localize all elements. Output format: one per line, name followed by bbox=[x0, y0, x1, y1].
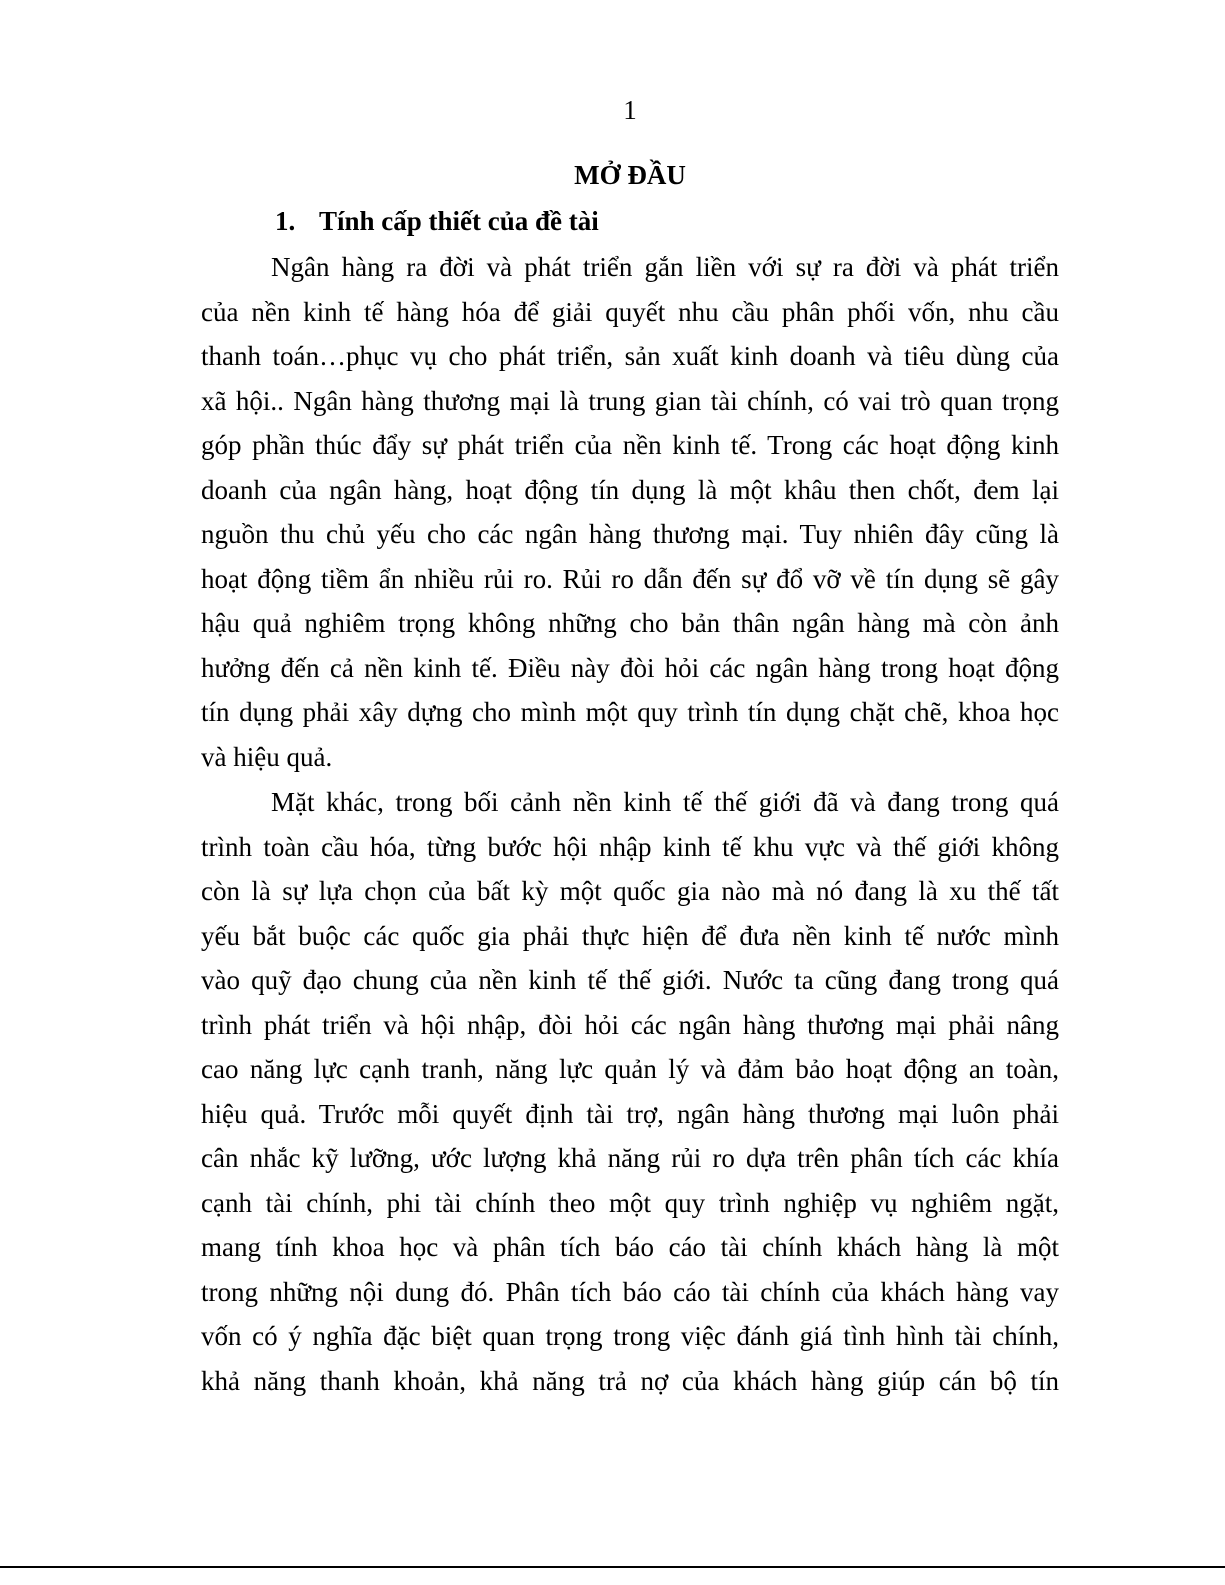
text-line: còn là sự lựa chọn của bất kỳ một quốc gia nào mà nó đang là xu thế tất bbox=[201, 876, 1059, 906]
text-line: hưởng đến cả nền kinh tế. Điều này đòi hỏi các ngân hàng trong hoạt động bbox=[201, 652, 1059, 683]
page-bottom-rule bbox=[0, 1566, 1225, 1568]
paragraph bbox=[201, 245, 1059, 779]
page-number: 1 bbox=[623, 95, 637, 125]
text-line: và hiệu quả. bbox=[201, 741, 333, 772]
text-line: cạnh tài chính, phi tài chính theo một quy trình nghiệp vụ nghiêm ngặt, bbox=[201, 1187, 1059, 1218]
text-line: nguồn thu chủ yếu cho các ngân hàng thương mại. Tuy nhiên đây cũng là bbox=[201, 519, 1059, 549]
text-line: vốn có ý nghĩa đặc biệt quan trọng trong việc đánh giá tình hình tài chính, bbox=[201, 1321, 1059, 1351]
text-line: khả năng thanh khoản, khả năng trả nợ của khách hàng giúp cán bộ tín bbox=[201, 1365, 1059, 1396]
text-line: doanh của ngân hàng, hoạt động tín dụng là một khâu then chốt, đem lại bbox=[201, 474, 1059, 505]
text-line: trình toàn cầu hóa, từng bước hội nhập kinh tế khu vực và thế giới không bbox=[201, 831, 1059, 862]
section-title: Tính cấp thiết của đề tài bbox=[319, 206, 599, 236]
text-line: hậu quả nghiêm trọng không những cho bản thân ngân hàng mà còn ảnh bbox=[201, 608, 1059, 638]
text-line: góp phần thúc đẩy sự phát triển của nền kinh tế. Trong các hoạt động kinh bbox=[201, 430, 1059, 460]
text-line: tín dụng phải xây dựng cho mình một quy trình tín dụng chặt chẽ, khoa học bbox=[201, 697, 1059, 727]
text-line: trình phát triển và hội nhập, đòi hỏi các ngân hàng thương mại phải nâng bbox=[201, 1009, 1059, 1040]
text-line: vào quỹ đạo chung của nền kinh tế thế giới. Nước ta cũng đang trong quá bbox=[201, 965, 1059, 995]
text-line: xã hội.. Ngân hàng thương mại là trung gian tài chính, có vai trò quan trọng bbox=[201, 385, 1059, 416]
chapter-title: MỞ ĐẦU bbox=[574, 160, 686, 190]
text-line: cao năng lực cạnh tranh, năng lực quản lý và đảm bảo hoạt động an toàn, bbox=[201, 1054, 1059, 1084]
section-heading bbox=[275, 203, 599, 239]
text-line: Ngân hàng ra đời và phát triển gắn liền với sự ra đời và phát triển bbox=[271, 252, 1059, 282]
text-line: của nền kinh tế hàng hóa để giải quyết nhu cầu phân phối vốn, nhu cầu bbox=[201, 296, 1059, 327]
text-line: yếu bắt buộc các quốc gia phải thực hiện để đưa nền kinh tế nước mình bbox=[201, 920, 1059, 951]
text-line: mang tính khoa học và phân tích báo cáo tài chính khách hàng là một bbox=[201, 1232, 1059, 1262]
text-line: hiệu quả. Trước mỗi quyết định tài trợ, ngân hàng thương mại luôn phải bbox=[201, 1098, 1059, 1129]
text-line: thanh toán…phục vụ cho phát triển, sản xuất kinh doanh và tiêu dùng của bbox=[201, 341, 1059, 371]
section-number: 1. bbox=[275, 206, 296, 236]
text-line: cân nhắc kỹ lưỡng, ước lượng khả năng rủi ro dựa trên phân tích các khía bbox=[201, 1143, 1059, 1173]
text-line: trong những nội dung đó. Phân tích báo cáo tài chính của khách hàng vay bbox=[201, 1276, 1059, 1307]
text-line: hoạt động tiềm ẩn nhiều rủi ro. Rủi ro dẫn đến sự đổ vỡ về tín dụng sẽ gây bbox=[201, 563, 1059, 594]
text-line: Mặt khác, trong bối cảnh nền kinh tế thế giới đã và đang trong quá bbox=[271, 787, 1059, 817]
paragraph bbox=[201, 780, 1059, 1403]
